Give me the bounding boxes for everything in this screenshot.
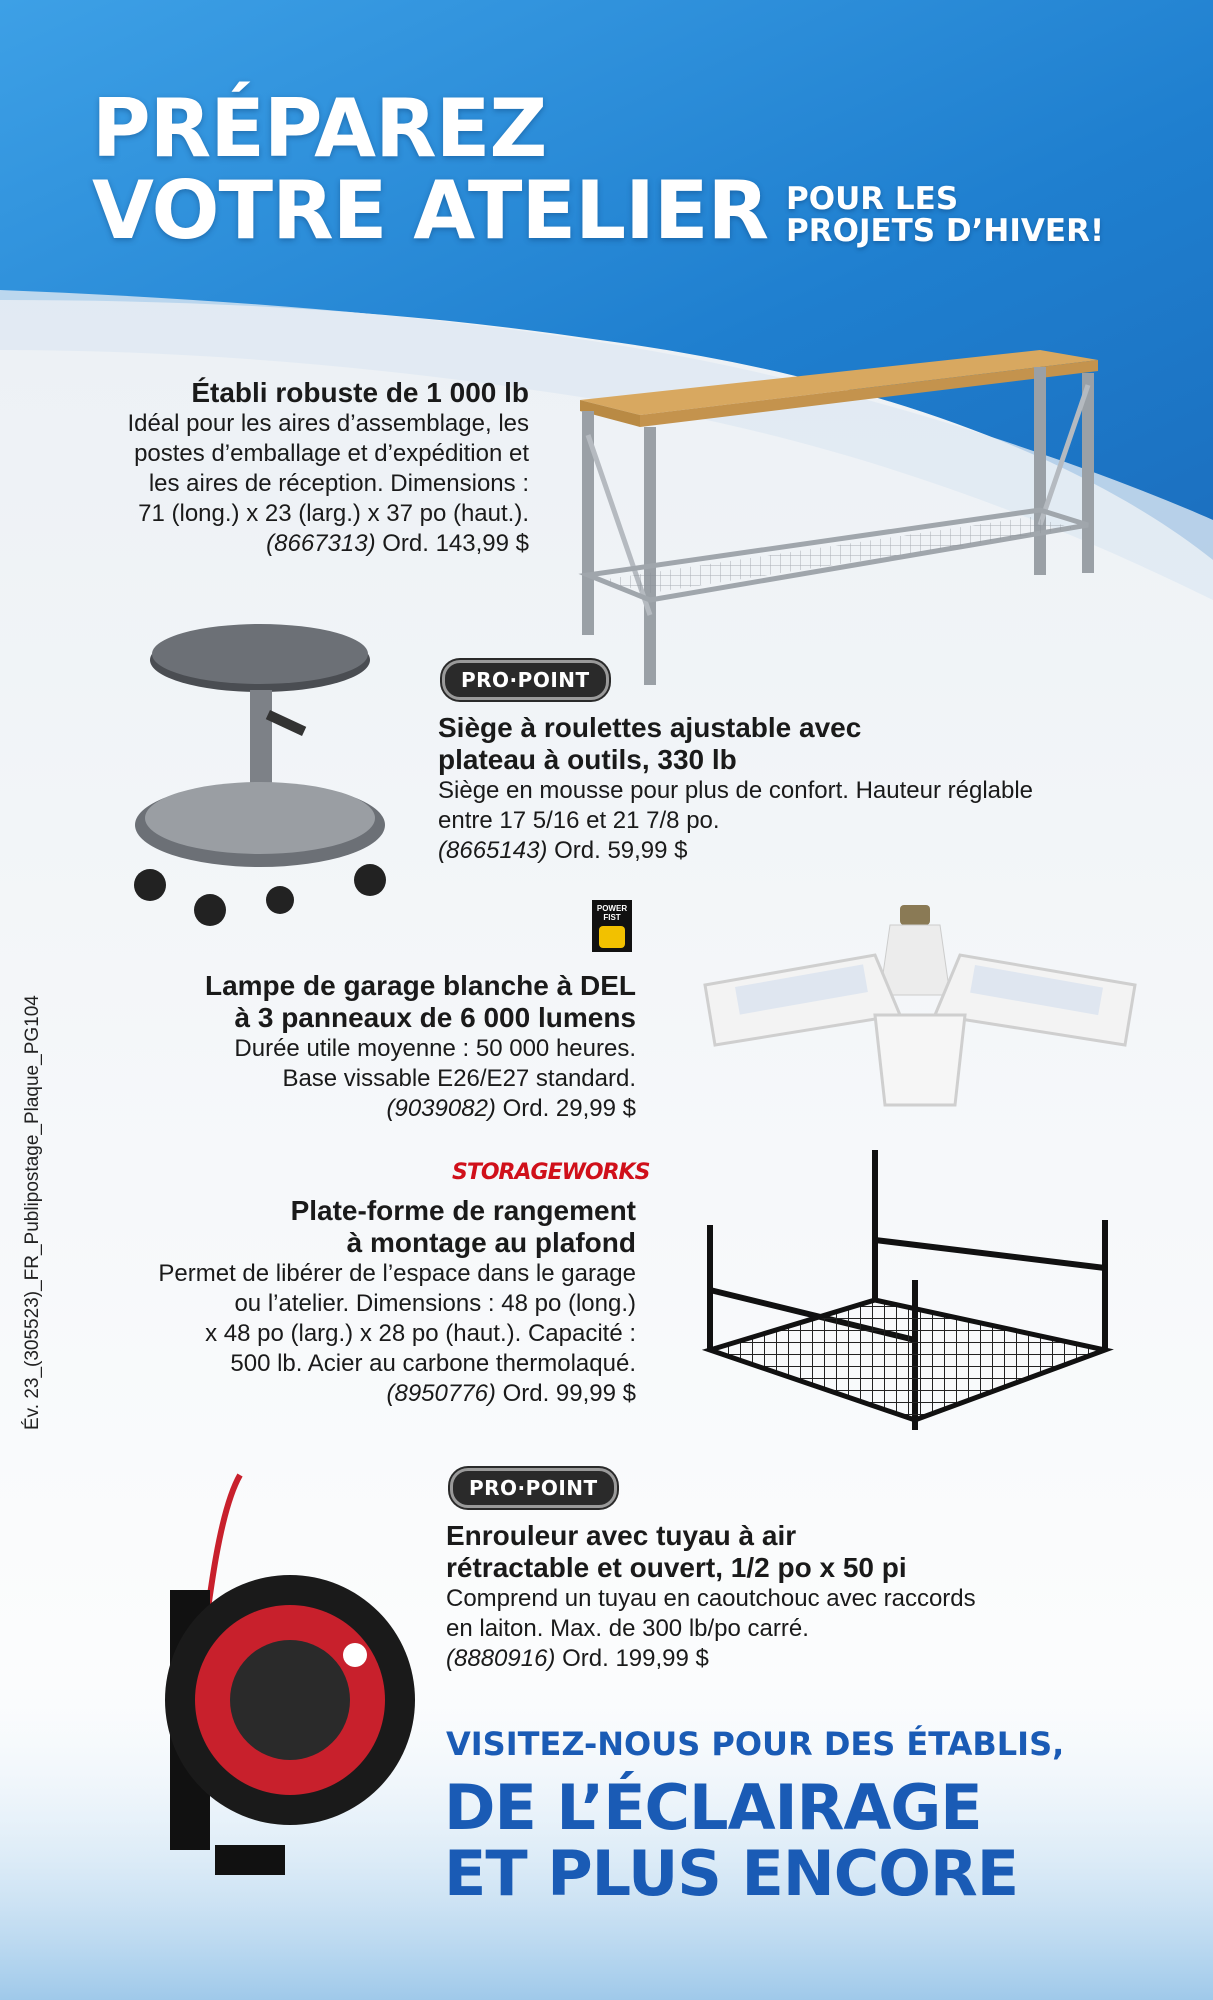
product-desc-line: Siège en mousse pour plus de confort. Hauteur réglable — [438, 777, 1034, 804]
cta-line2: DE L’ÉCLAIRAGE — [444, 1771, 982, 1844]
product-title: à 3 panneaux de 6 000 lumens — [234, 1002, 636, 1033]
product-hose-reel — [446, 1520, 1166, 1674]
cta-line1: VISITEZ-NOUS POUR DES ÉTABLIS, — [446, 1725, 1065, 1763]
product-workbench — [69, 377, 529, 559]
workbench-image — [570, 345, 1100, 695]
stool-image — [120, 610, 400, 940]
fist-icon — [599, 926, 625, 948]
brand-badge-propoint: PRO·POINT — [442, 660, 609, 700]
product-title: rétractable et ouvert, 1/2 po x 50 pi — [446, 1552, 907, 1583]
product-price: Ord. 59,99 $ — [554, 837, 688, 864]
product-title: Lampe de garage blanche à DEL — [204, 970, 636, 1001]
brand-badge-powerfist — [592, 900, 632, 952]
product-desc-line: Comprend un tuyau en caoutchouc avec raccords — [446, 1585, 976, 1612]
hero-title-line1: PRÉPAREZ — [92, 82, 547, 175]
brand-badge-storageworks — [452, 1160, 649, 1185]
product-price: Ord. 199,99 $ — [562, 1645, 709, 1672]
product-desc-line: postes d’emballage et d’expédition et — [134, 440, 529, 467]
storage-rack-image — [680, 1150, 1120, 1430]
product-price: Ord. 29,99 $ — [502, 1095, 636, 1122]
hose-reel-image — [140, 1470, 420, 1890]
product-desc-line: Durée utile moyenne : 50 000 heures. — [234, 1035, 636, 1062]
brand-text: STORAGEWORKS — [452, 1160, 650, 1185]
hero-title — [92, 82, 769, 257]
side-code: Év. 23_(305523)_FR_Publipostage_Plaque_PG104 — [22, 995, 43, 1430]
product-sku: (8950776) — [386, 1380, 496, 1407]
product-desc-line: Permet de libérer de l’espace dans le garage — [158, 1260, 636, 1287]
product-storage-rack — [16, 1195, 636, 1409]
product-title: Plate-forme de rangement — [290, 1195, 636, 1226]
product-desc-line: les aires de réception. Dimensions : — [148, 470, 529, 497]
product-desc-line: Idéal pour les aires d’assemblage, les — [127, 410, 529, 437]
hero-title-line2: VOTRE ATELIER — [92, 164, 769, 257]
product-desc-line: 500 lb. Acier au carbone thermolaqué. — [230, 1350, 636, 1377]
hero-subtitle-line2: PROJETS D’HIVER! — [786, 213, 1105, 249]
product-stool — [438, 712, 1158, 866]
product-title: à montage au plafond — [346, 1227, 636, 1258]
product-sku: (8665143) — [438, 837, 548, 864]
brand-text: POWER FIST — [596, 904, 628, 922]
product-title: Siège à roulettes ajustable avec — [438, 712, 862, 743]
product-lamp — [76, 970, 636, 1124]
product-title: Établi robuste de 1 000 lb — [191, 377, 529, 408]
brand-badge-propoint: PRO·POINT — [450, 1468, 617, 1508]
product-price: Ord. 99,99 $ — [502, 1380, 636, 1407]
hero-subtitle-line1: POUR LES — [786, 181, 959, 217]
product-desc-line: x 48 po (larg.) x 28 po (haut.). Capacité : — [205, 1320, 636, 1347]
product-desc-line: ou l’atelier. Dimensions : 48 po (long.) — [234, 1290, 636, 1317]
product-desc-line: entre 17 5/16 et 21 7/8 po. — [438, 807, 720, 834]
product-desc-line: en laiton. Max. de 300 lb/po carré. — [446, 1615, 809, 1642]
product-title: Enrouleur avec tuyau à air — [446, 1520, 797, 1551]
product-sku: (8880916) — [446, 1645, 556, 1672]
product-price: Ord. 143,99 $ — [382, 530, 529, 557]
product-title: plateau à outils, 330 lb — [438, 744, 737, 775]
hero-subtitle — [786, 183, 1104, 247]
lamp-image — [695, 905, 1145, 1125]
product-desc-line: Base vissable E26/E27 standard. — [282, 1065, 636, 1092]
product-sku: (8667313) — [266, 530, 376, 557]
cta-line3: ET PLUS ENCORE — [444, 1837, 1019, 1910]
product-desc-line: 71 (long.) x 23 (larg.) x 37 po (haut.). — [138, 500, 529, 527]
cta-headline — [444, 1771, 1019, 1910]
product-sku: (9039082) — [386, 1095, 496, 1122]
